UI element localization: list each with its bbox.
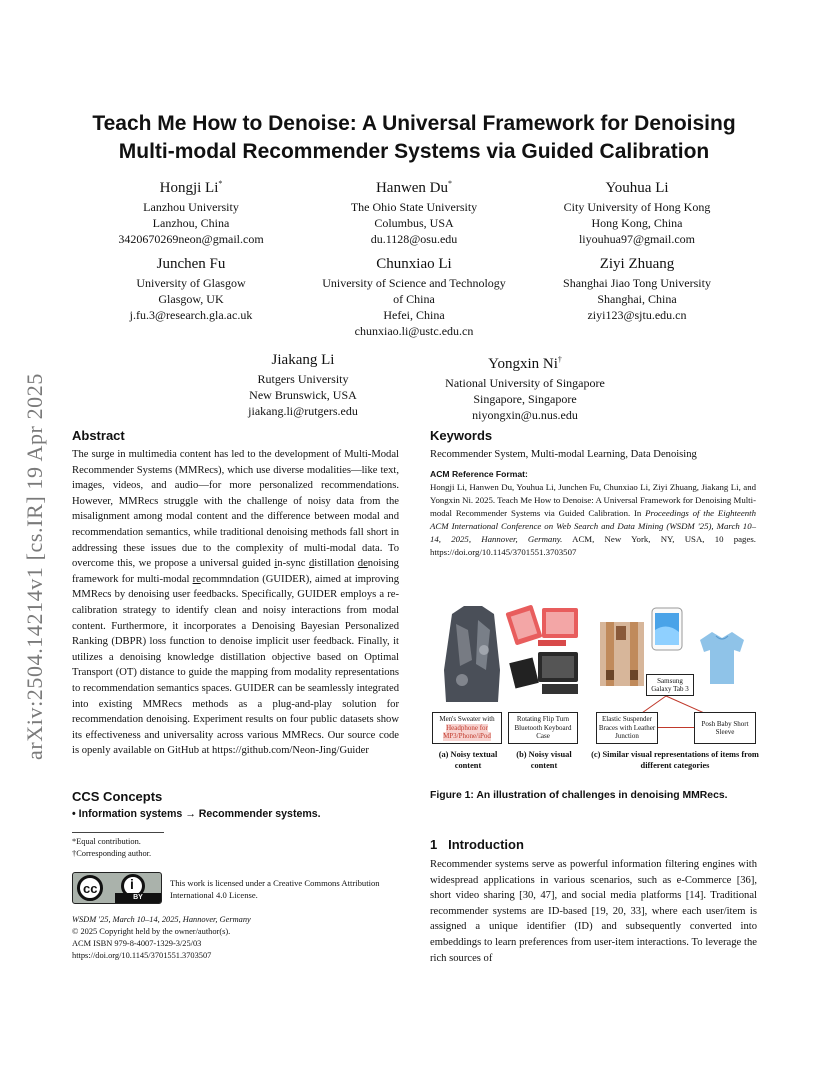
- author-affiliation: Rutgers University: [257, 372, 349, 386]
- author-email: jiakang.li@rutgers.edu: [248, 404, 358, 418]
- by-badge-text: BY: [115, 893, 161, 903]
- subcaption-a: (a) Noisy textual content: [438, 750, 498, 770]
- samsung-label: Samsung Galaxy Tab 3: [646, 674, 694, 696]
- author-location: Hefei, China: [383, 308, 445, 322]
- cc-badge-text: cc: [83, 881, 98, 896]
- abstract-text: The surge in multimedia content has led to the development of Multi-Modal Recommender Systems (MMRecs), which use diverse modalities—like text, images, videos, and audio—for more personalized recommendations. However, MMRecs struggle with the challenge of noisy data from the misalignment among modal content and the difference between modal and recommendation semantics, while traditional denoising methods fall short in addressing these issues due to the complexity of multi-modal data. To overcome this, we propose a universal guided in-sync distillation denoising framework for multi-modal recommndation (GUIDER), aimed at improving MMRecs by denoising user feedbacks. Specifically, GUIDER employs a re-calibration strategy to identify clean and noisy interactions from modal content. Furthermore, it incorporates a Denoising Bayesian Personalized Ranking (DBPR) loss function to denoise implicit user feedback. Finally, it utilizes a denoising knowledge distillation objective based on Optimal Transport (OT) distance to guide the mapping from modality representations to recommendation semantics spaces. GUIDER can be seamlessly integrated into existing MMRecs methods as a plug-and-play solution for recommendation denoising. Experiment results on four public datasets show its effectiveness and universality across various MMRecs. Our source code is openly available on GitHub at https://github.com/Neon-Jing/Guider: [72, 449, 399, 757]
- author-name: Youhua Li: [605, 180, 669, 196]
- author-mark: *: [218, 179, 223, 188]
- author-name: Hongji Li: [159, 180, 219, 196]
- author-name: Ziyi Zhuang: [599, 256, 675, 272]
- author-location: Lanzhou, China: [152, 216, 230, 230]
- author-name: Yongxin Ni: [488, 356, 558, 372]
- copyright-line: © 2025 Copyright held by the owner/author(s).: [72, 927, 231, 936]
- acm-ref-text: Hongji Li, Hanwen Du, Youhua Li, Junchen Fu, Chunxiao Li, Ziyi Zhuang, Jiakang Li, and Yongxin Ni. 2025. Teach Me How to Denoise: A Universal Framework for Denoising Multi-modal Recommender Systems via Guided Calibration. In Proceedings of the Eighteenth ACM International Conference on Web Search and Data Mining (WSDM '25), March 10–14, 2025, Hannover, Germany. ACM, New York, NY, USA, 10 pages. https://doi.org/10.1145/3701551.3703507: [430, 482, 756, 557]
- section-title: Introduction: [448, 837, 524, 852]
- figure-1: [430, 600, 760, 780]
- author-affiliation: National University of Singapore: [445, 376, 605, 390]
- author-mark: †: [557, 355, 562, 364]
- coat-image: [444, 606, 500, 702]
- author-block: [530, 174, 744, 247]
- author-block: [196, 350, 410, 419]
- arxiv-stamp: arXiv:2504.14214v1 [cs.IR] 19 Apr 2025: [22, 373, 47, 760]
- author-affiliation-cont: of China: [393, 292, 435, 306]
- author-affiliation: City University of Hong Kong: [563, 200, 711, 214]
- author-location: New Brunswick, USA: [249, 388, 357, 402]
- keywords-text: Recommender System, Multi-modal Learning, Data Denoising: [430, 449, 697, 460]
- author-affiliation: The Ohio State University: [350, 200, 478, 214]
- figure-illustrations: [430, 600, 760, 712]
- author-location: Glasgow, UK: [158, 292, 224, 306]
- suspender-braces-image: [600, 622, 644, 686]
- author-name: Jiakang Li: [271, 352, 335, 368]
- author-block: [84, 174, 298, 247]
- intro-heading: [430, 837, 524, 852]
- author-name: Chunxiao Li: [376, 256, 452, 272]
- author-affiliation: University of Science and Technology: [322, 276, 506, 290]
- connector-line: [658, 727, 694, 728]
- footnote-corresponding: †Corresponding author.: [72, 849, 152, 858]
- abstract-heading: Abstract: [72, 428, 125, 443]
- keywords-heading: Keywords: [430, 428, 493, 443]
- author-email: du.1128@osu.edu: [370, 232, 458, 246]
- license-text: This work is licensed under a Creative Commons Attribution International 4.0 License.: [170, 878, 380, 900]
- figure-caption: Figure 1: An illustration of challenges in denoising MMRecs.: [430, 790, 728, 801]
- author-affiliation: Lanzhou University: [143, 200, 239, 214]
- connector-line: [632, 696, 666, 712]
- ccs-item: • Information systems → Recommender systems.: [72, 808, 321, 820]
- baby-onesie-image: [700, 632, 744, 684]
- connector-line: [666, 696, 720, 712]
- section-number: 1: [430, 837, 438, 852]
- paper-title: [60, 110, 768, 166]
- author-block: [530, 254, 744, 323]
- author-email: ziyi123@sjtu.edu.cn: [587, 308, 687, 322]
- tablet-image: [652, 608, 682, 650]
- author-affiliation: Shanghai Jiao Tong University: [563, 276, 711, 290]
- venue-line: WSDM '25, March 10–14, 2025, Hannover, Germany: [72, 915, 251, 924]
- author-name: Hanwen Du: [375, 180, 449, 196]
- title-line-2: Multi-modal Recommender Systems via Guided Calibration: [118, 140, 710, 163]
- keyboard-case-image: [505, 605, 578, 694]
- braces-label-box: Elastic Suspender Braces with Leather Junction: [596, 712, 658, 744]
- cc-license-badge[interactable]: cc i BY: [72, 872, 162, 904]
- author-block: [84, 254, 298, 323]
- author-location: Hong Kong, China: [591, 216, 683, 230]
- author-block: [308, 174, 520, 247]
- author-affiliation: University of Glasgow: [136, 276, 246, 290]
- intro-text: Recommender systems serve as powerful information filtering engines with widespread applications in various scenarios, such as e-Commerce [36], short video sharing [30, 47], and social media platforms [14]. Traditional recommender systems are ID-based [19, 20, 33], where each user/item is assigned a unique identifier (ID) and subsequently converted into embeddings to learn preferences from user-item interactions. To leverage the rich sources of: [430, 859, 757, 964]
- acm-ref-heading: ACM Reference Format:: [430, 469, 528, 479]
- author-name: Junchen Fu: [156, 256, 226, 272]
- subcaption-c: (c) Similar visual representations of items from different categories: [591, 750, 759, 770]
- author-email: j.fu.3@research.gla.ac.uk: [129, 308, 253, 322]
- footnote-equal: *Equal contribution.: [72, 837, 141, 846]
- footnote-rule: [72, 832, 164, 833]
- author-block: [418, 350, 632, 423]
- author-email: chunxiao.li@ustc.edu.cn: [354, 324, 474, 338]
- onesie-label-box: Posh Baby Short Sleeve: [694, 712, 756, 744]
- noisy-text-box: Men's Sweater with Headphone for MP3/Phone/iPod: [432, 712, 502, 744]
- title-line-1: Teach Me How to Denoise: A Universal Framework for Denoising: [92, 112, 736, 135]
- author-location: Shanghai, China: [597, 292, 677, 306]
- author-email: liyouhua97@gmail.com: [578, 232, 696, 246]
- noisy-visual-box: Rotating Flip Turn Bluetooth Keyboard Case: [508, 712, 578, 744]
- author-location: Singapore, Singapore: [473, 392, 577, 406]
- author-mark: *: [448, 179, 453, 188]
- doi-line[interactable]: https://doi.org/10.1145/3701551.3703507: [72, 951, 212, 960]
- isbn-line: ACM ISBN 979-8-4007-1329-3/25/03: [72, 939, 202, 948]
- author-location: Columbus, USA: [374, 216, 454, 230]
- subcaption-b: (b) Noisy visual content: [516, 750, 572, 770]
- author-email: niyongxin@u.nus.edu: [472, 408, 578, 422]
- author-block: [300, 254, 528, 339]
- ccs-heading: CCS Concepts: [72, 789, 163, 804]
- author-email: 3420670269neon@gmail.com: [118, 232, 264, 246]
